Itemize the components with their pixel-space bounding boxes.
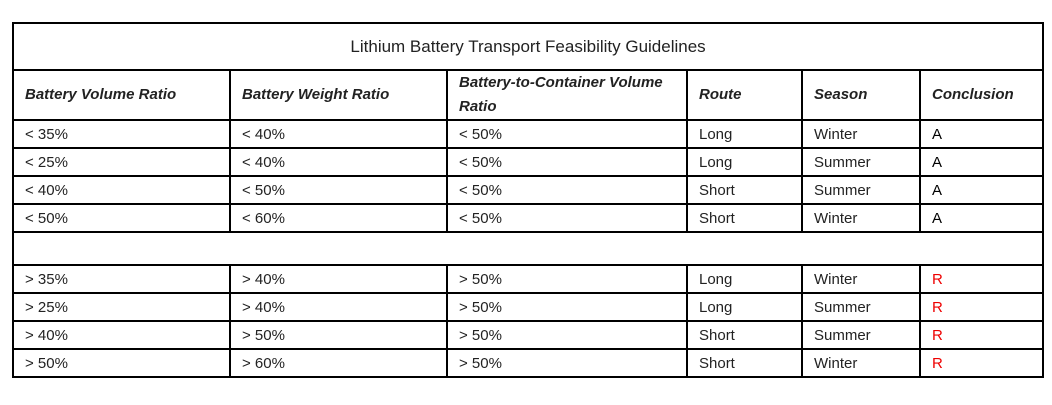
cell-battery-volume-ratio: > 25% [13,293,230,321]
cell-container-volume-ratio: > 50% [447,349,687,377]
cell-season: Summer [802,293,920,321]
cell-container-volume-ratio: < 50% [447,120,687,148]
cell-battery-volume-ratio: < 35% [13,120,230,148]
cell-season: Winter [802,265,920,293]
cell-route: Long [687,120,802,148]
table-row [13,148,1043,176]
header-conclusion: Conclusion [920,70,1043,120]
cell-route: Long [687,148,802,176]
spacer-cell [13,232,1043,265]
cell-battery-volume-ratio: > 50% [13,349,230,377]
cell-conclusion: A [920,148,1043,176]
cell-conclusion: A [920,120,1043,148]
cell-conclusion: A [920,176,1043,204]
header-route: Route [687,70,802,120]
cell-season: Winter [802,120,920,148]
cell-route: Long [687,265,802,293]
cell-battery-weight-ratio: > 40% [230,293,447,321]
table-row [13,321,1043,349]
cell-battery-weight-ratio: < 50% [230,176,447,204]
cell-season: Summer [802,321,920,349]
table-title: Lithium Battery Transport Feasibility Guidelines [13,23,1043,70]
cell-battery-weight-ratio: > 60% [230,349,447,377]
cell-battery-weight-ratio: < 40% [230,148,447,176]
cell-conclusion: R [920,265,1043,293]
cell-battery-weight-ratio: > 50% [230,321,447,349]
cell-battery-weight-ratio: < 60% [230,204,447,232]
cell-container-volume-ratio: > 50% [447,321,687,349]
cell-conclusion: R [920,349,1043,377]
cell-battery-weight-ratio: < 40% [230,120,447,148]
cell-container-volume-ratio: > 50% [447,265,687,293]
header-row [13,70,1043,120]
cell-battery-weight-ratio: > 40% [230,265,447,293]
cell-route: Short [687,321,802,349]
cell-conclusion: R [920,321,1043,349]
header-season: Season [802,70,920,120]
header-battery-weight-ratio: Battery Weight Ratio [230,70,447,120]
spacer-row [13,232,1043,265]
cell-season: Summer [802,148,920,176]
cell-battery-volume-ratio: < 40% [13,176,230,204]
cell-container-volume-ratio: < 50% [447,148,687,176]
cell-conclusion: R [920,293,1043,321]
cell-battery-volume-ratio: < 50% [13,204,230,232]
cell-season: Summer [802,176,920,204]
cell-container-volume-ratio: < 50% [447,176,687,204]
cell-route: Long [687,293,802,321]
cell-container-volume-ratio: < 50% [447,204,687,232]
cell-season: Winter [802,204,920,232]
table-row [13,293,1043,321]
table-row [13,176,1043,204]
cell-battery-volume-ratio: > 35% [13,265,230,293]
header-container-volume-ratio: Battery-to-Container Volume Ratio [447,70,687,120]
cell-container-volume-ratio: > 50% [447,293,687,321]
table-row [13,265,1043,293]
table-row [13,120,1043,148]
cell-season: Winter [802,349,920,377]
table-row [13,204,1043,232]
cell-route: Short [687,204,802,232]
cell-route: Short [687,176,802,204]
table-row [13,349,1043,377]
cell-battery-volume-ratio: > 40% [13,321,230,349]
cell-route: Short [687,349,802,377]
guidelines-table [12,22,1044,378]
cell-battery-volume-ratio: < 25% [13,148,230,176]
header-battery-volume-ratio: Battery Volume Ratio [13,70,230,120]
cell-conclusion: A [920,204,1043,232]
